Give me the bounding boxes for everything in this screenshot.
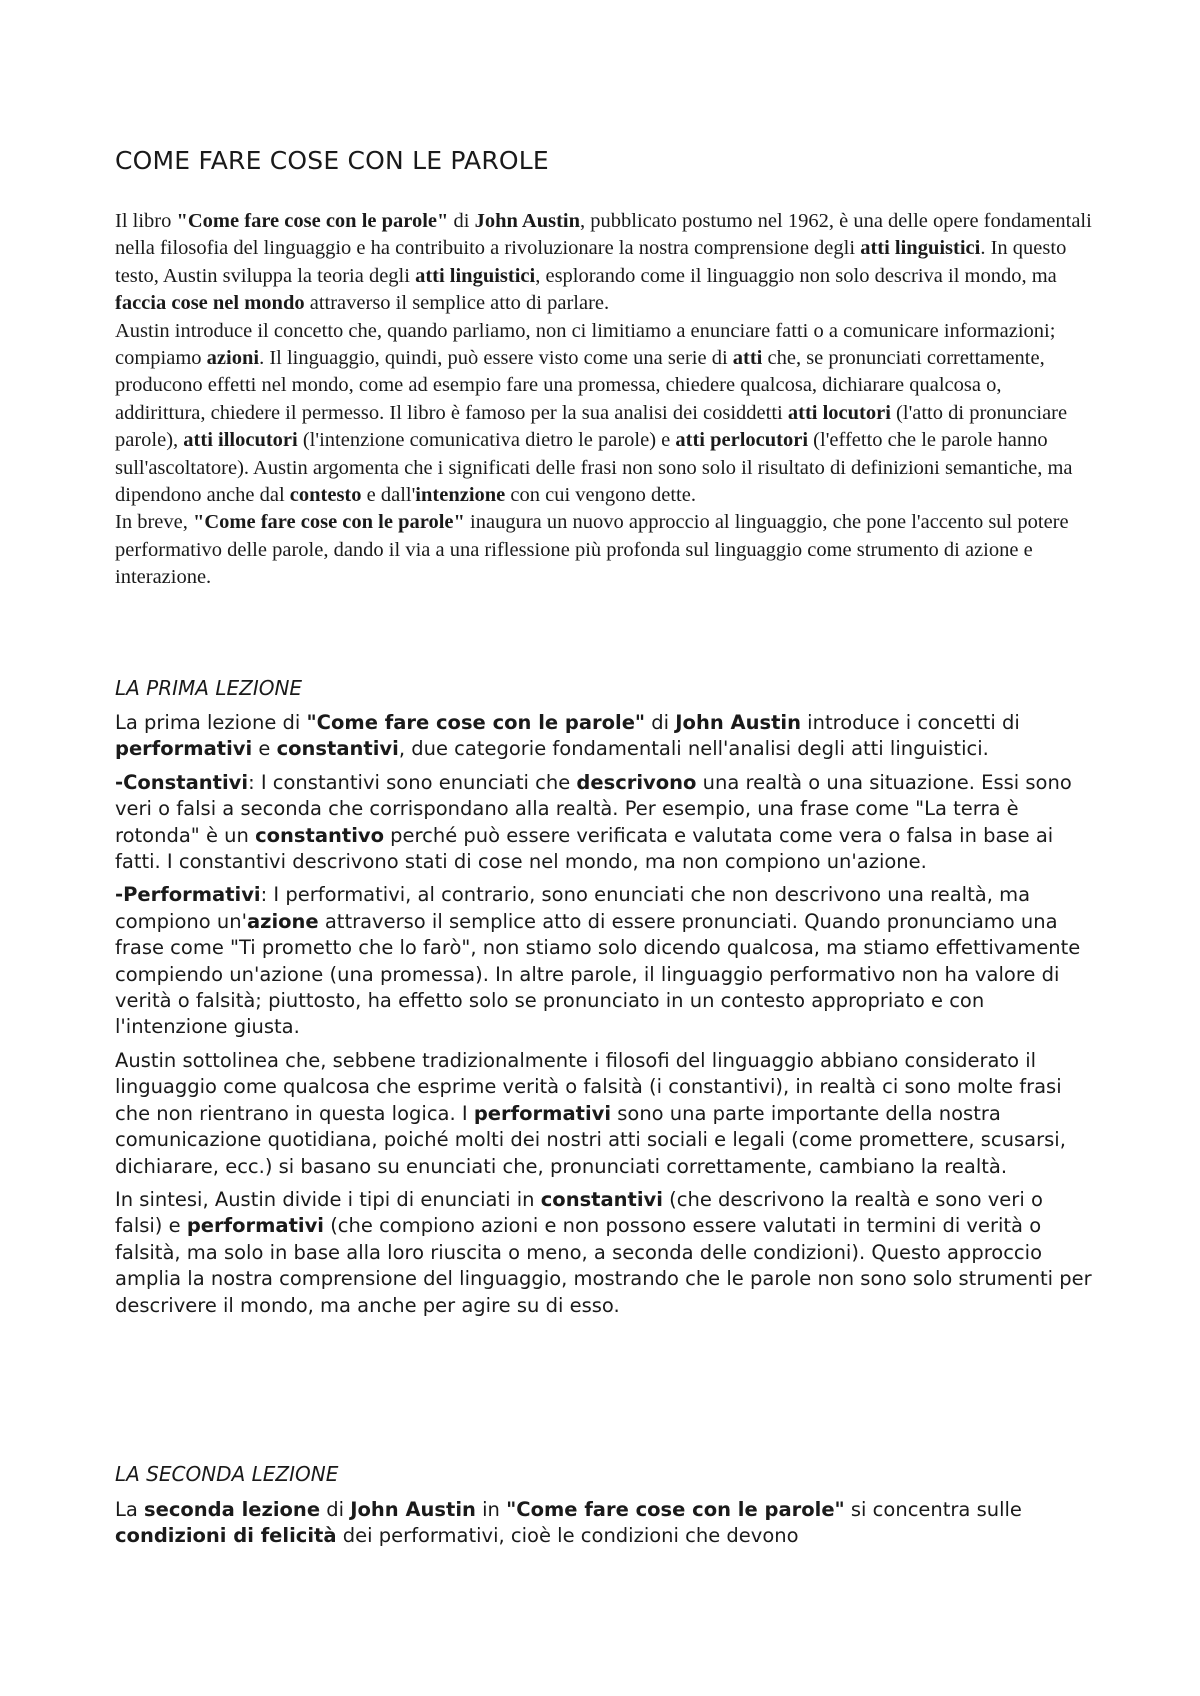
prima-lezione-paragraph-performativi	[115, 882, 1095, 1040]
text-run: : I constantivi sono enunciati che	[248, 770, 577, 794]
prima-lezione-paragraph-constantivi	[115, 770, 1095, 876]
bold-text-run: "Come fare cose con le parole"	[506, 1498, 845, 1521]
text-run: La	[115, 1498, 145, 1521]
bold-text-run: constantivi	[540, 1187, 663, 1211]
bold-text-run: atti linguistici	[860, 237, 981, 260]
bold-text-run: "Come fare cose con le parole"	[176, 210, 449, 232]
text-run: di	[645, 711, 676, 734]
bold-text-run: John Austin	[474, 210, 581, 232]
text-run: : I performativi, al contrario, sono enunciati che non descrivono una realtà, ma compiono un'	[115, 883, 1031, 933]
text-run: inaugura un nuovo approccio al linguaggio, che pone l'accento sul potere performativo delle parole, dando il via a una riflessione più profonda sul linguaggio come strumento di azione e interazione.	[115, 511, 1069, 589]
text-run: che, se pronunciati correttamente, producono effetti nel mondo, come ad esempio fare una promessa, chiedere qualcosa, dichiarare qualcosa o, addirittura, chiedere il permesso. Il libro è famoso per la sua analisi dei cosiddetti	[115, 347, 1045, 424]
bold-text-run: seconda lezione	[144, 1498, 321, 1521]
text-run: in	[475, 1498, 507, 1521]
text-run: La prima lezione di	[115, 711, 307, 734]
text-run: si concentra sulle	[844, 1498, 1022, 1521]
text-run: attraverso il semplice atto di essere pronunciati. Quando pronunciamo una frase come "Ti prometto che lo farò", non stiamo solo dicendo qualcosa, ma stiamo effettivamente compiendo un'azione (una promessa). In altre parole, il linguaggio performativo non ha valore di verità o falsità; piuttosto, ha effetto solo se pronunciato in un contesto appropriato e con l'intenzione giusta.	[115, 909, 1081, 1039]
text-run: di	[448, 210, 475, 232]
prima-lezione-section	[115, 710, 1095, 1326]
section-heading-prima-lezione: LA PRIMA LEZIONE	[115, 676, 303, 700]
bold-text-run: condizioni di felicità	[115, 1524, 337, 1548]
seconda-lezione-paragraph-1	[115, 1497, 1095, 1550]
bold-text-run: performativi	[186, 1214, 324, 1238]
text-run: dei performativi, cioè le condizioni che devono	[336, 1524, 799, 1548]
bold-text-run: atti perlocutori	[675, 429, 809, 452]
text-run: e	[252, 737, 277, 761]
text-run: Il libro	[115, 210, 177, 232]
bold-text-run: atti locutori	[787, 401, 891, 424]
bold-text-run: performativi	[473, 1101, 612, 1125]
prima-lezione-paragraph-5	[115, 1187, 1095, 1319]
bold-text-run: intenzione	[415, 484, 506, 507]
bold-text-run: "Come fare cose con le parole"	[306, 711, 646, 734]
text-run: (l'effetto che le parole hanno sull'ascoltatore). Austin argomenta che i significati delle frasi non sono solo il risultato di definizioni semantiche, ma dipendono anche dal	[115, 429, 1073, 507]
intro-paragraph-3	[115, 509, 1095, 591]
text-run: Austin introduce il concetto che, quando parliamo, non ci limitiamo a enunciare fatti o a comunicare informazioni; compiamo	[115, 319, 1056, 370]
text-run: Austin sottolinea che, sebbene tradizionalmente i filosofi del linguaggio abbiano considerato il linguaggio come qualcosa che esprime verità o falsità (i constantivi), in realtà ci sono molte frasi che non rientrano in questa logica. I	[115, 1048, 1062, 1125]
text-run: , esplorando come il linguaggio non solo descriva il mondo, ma	[535, 264, 1057, 287]
text-run: perché può essere verificata e valutata come vera o falsa in base ai fatti. I constantivi descrivono stati di cose nel mondo, ma non compiono un'azione.	[115, 823, 1054, 874]
bold-text-run: -Constantivi	[115, 770, 249, 794]
text-run: . In questo testo, Austin sviluppa la teoria degli	[115, 237, 1067, 287]
text-run: In sintesi, Austin divide i tipi di enunciati in	[115, 1187, 541, 1211]
text-run: (l'intenzione comunicativa dietro le parole) e	[297, 429, 676, 452]
bold-text-run: azioni	[206, 347, 260, 370]
text-run: In breve,	[115, 511, 193, 534]
text-run: (che descrivono la realtà e sono veri o falsi) e	[115, 1187, 1043, 1238]
bold-text-run: constantivi	[276, 737, 399, 761]
bold-text-run: atti	[732, 347, 763, 370]
bold-text-run: azione	[246, 909, 319, 933]
bold-text-run: John Austin	[675, 711, 801, 734]
text-run: (che compiono azioni e non possono essere valutati in termini di verità o falsità, ma solo in base alla loro riuscita o meno, a seconda delle condizioni). Questo approccio amplia la nostra comprensione del linguaggio, mostrando che le parole non sono solo strumenti per descrivere il mondo, ma anche per agire su di esso.	[115, 1214, 1092, 1317]
text-run: (l'atto di pronunciare parole),	[115, 401, 1068, 452]
bold-text-run: performativi	[115, 737, 253, 761]
bold-text-run: faccia cose nel mondo	[115, 292, 305, 315]
bold-text-run: -Performativi	[115, 883, 261, 907]
intro-paragraph-2	[115, 318, 1095, 510]
text-run: e dall'	[361, 484, 416, 507]
bold-text-run: John Austin	[350, 1498, 476, 1521]
bold-text-run: atti illocutori	[183, 429, 298, 452]
document-title: COME FARE COSE CON LE PAROLE	[115, 146, 549, 175]
text-run: , due categorie fondamentali nell'analisi degli atti linguistici.	[398, 737, 989, 761]
intro-section	[115, 208, 1095, 592]
seconda-lezione-section	[115, 1497, 1095, 1557]
text-run: di	[320, 1498, 351, 1521]
text-run: sono una parte importante della nostra comunicazione quotidiana, poiché molti dei nostri atti sociali e legali (come promettere, scusarsi, dichiarare, ecc.) si basano su enunciati che, pronunciati correttamente, cambiano la realtà.	[115, 1101, 1066, 1178]
bold-text-run: descrivono	[576, 770, 697, 794]
text-run: con cui vengono dette.	[505, 484, 696, 507]
text-run: . Il linguaggio, quindi, può essere visto come una serie di	[259, 347, 733, 370]
bold-text-run: contesto	[289, 484, 362, 507]
bold-text-run: constantivo	[255, 823, 384, 847]
bold-text-run: atti linguistici	[415, 264, 536, 287]
intro-paragraph-1	[115, 208, 1095, 318]
text-run: una realtà o una situazione. Essi sono veri o falsi a seconda che corrispondano alla realtà. Per esempio, una frase come "La terra è rotonda" è un	[115, 770, 1072, 847]
text-run: attraverso il semplice atto di parlare.	[304, 292, 610, 315]
text-run: , pubblicato postumo nel 1962, è una delle opere fondamentali nella filosofia del linguaggio e ha contribuito a rivoluzionare la nostra comprensione degli	[115, 210, 1092, 260]
text-run: introduce i concetti di	[800, 711, 1020, 734]
prima-lezione-paragraph-1	[115, 710, 1095, 763]
bold-text-run: "Come fare cose con le parole"	[192, 511, 465, 534]
prima-lezione-paragraph-4	[115, 1048, 1095, 1180]
section-heading-seconda-lezione: LA SECONDA LEZIONE	[115, 1462, 339, 1486]
